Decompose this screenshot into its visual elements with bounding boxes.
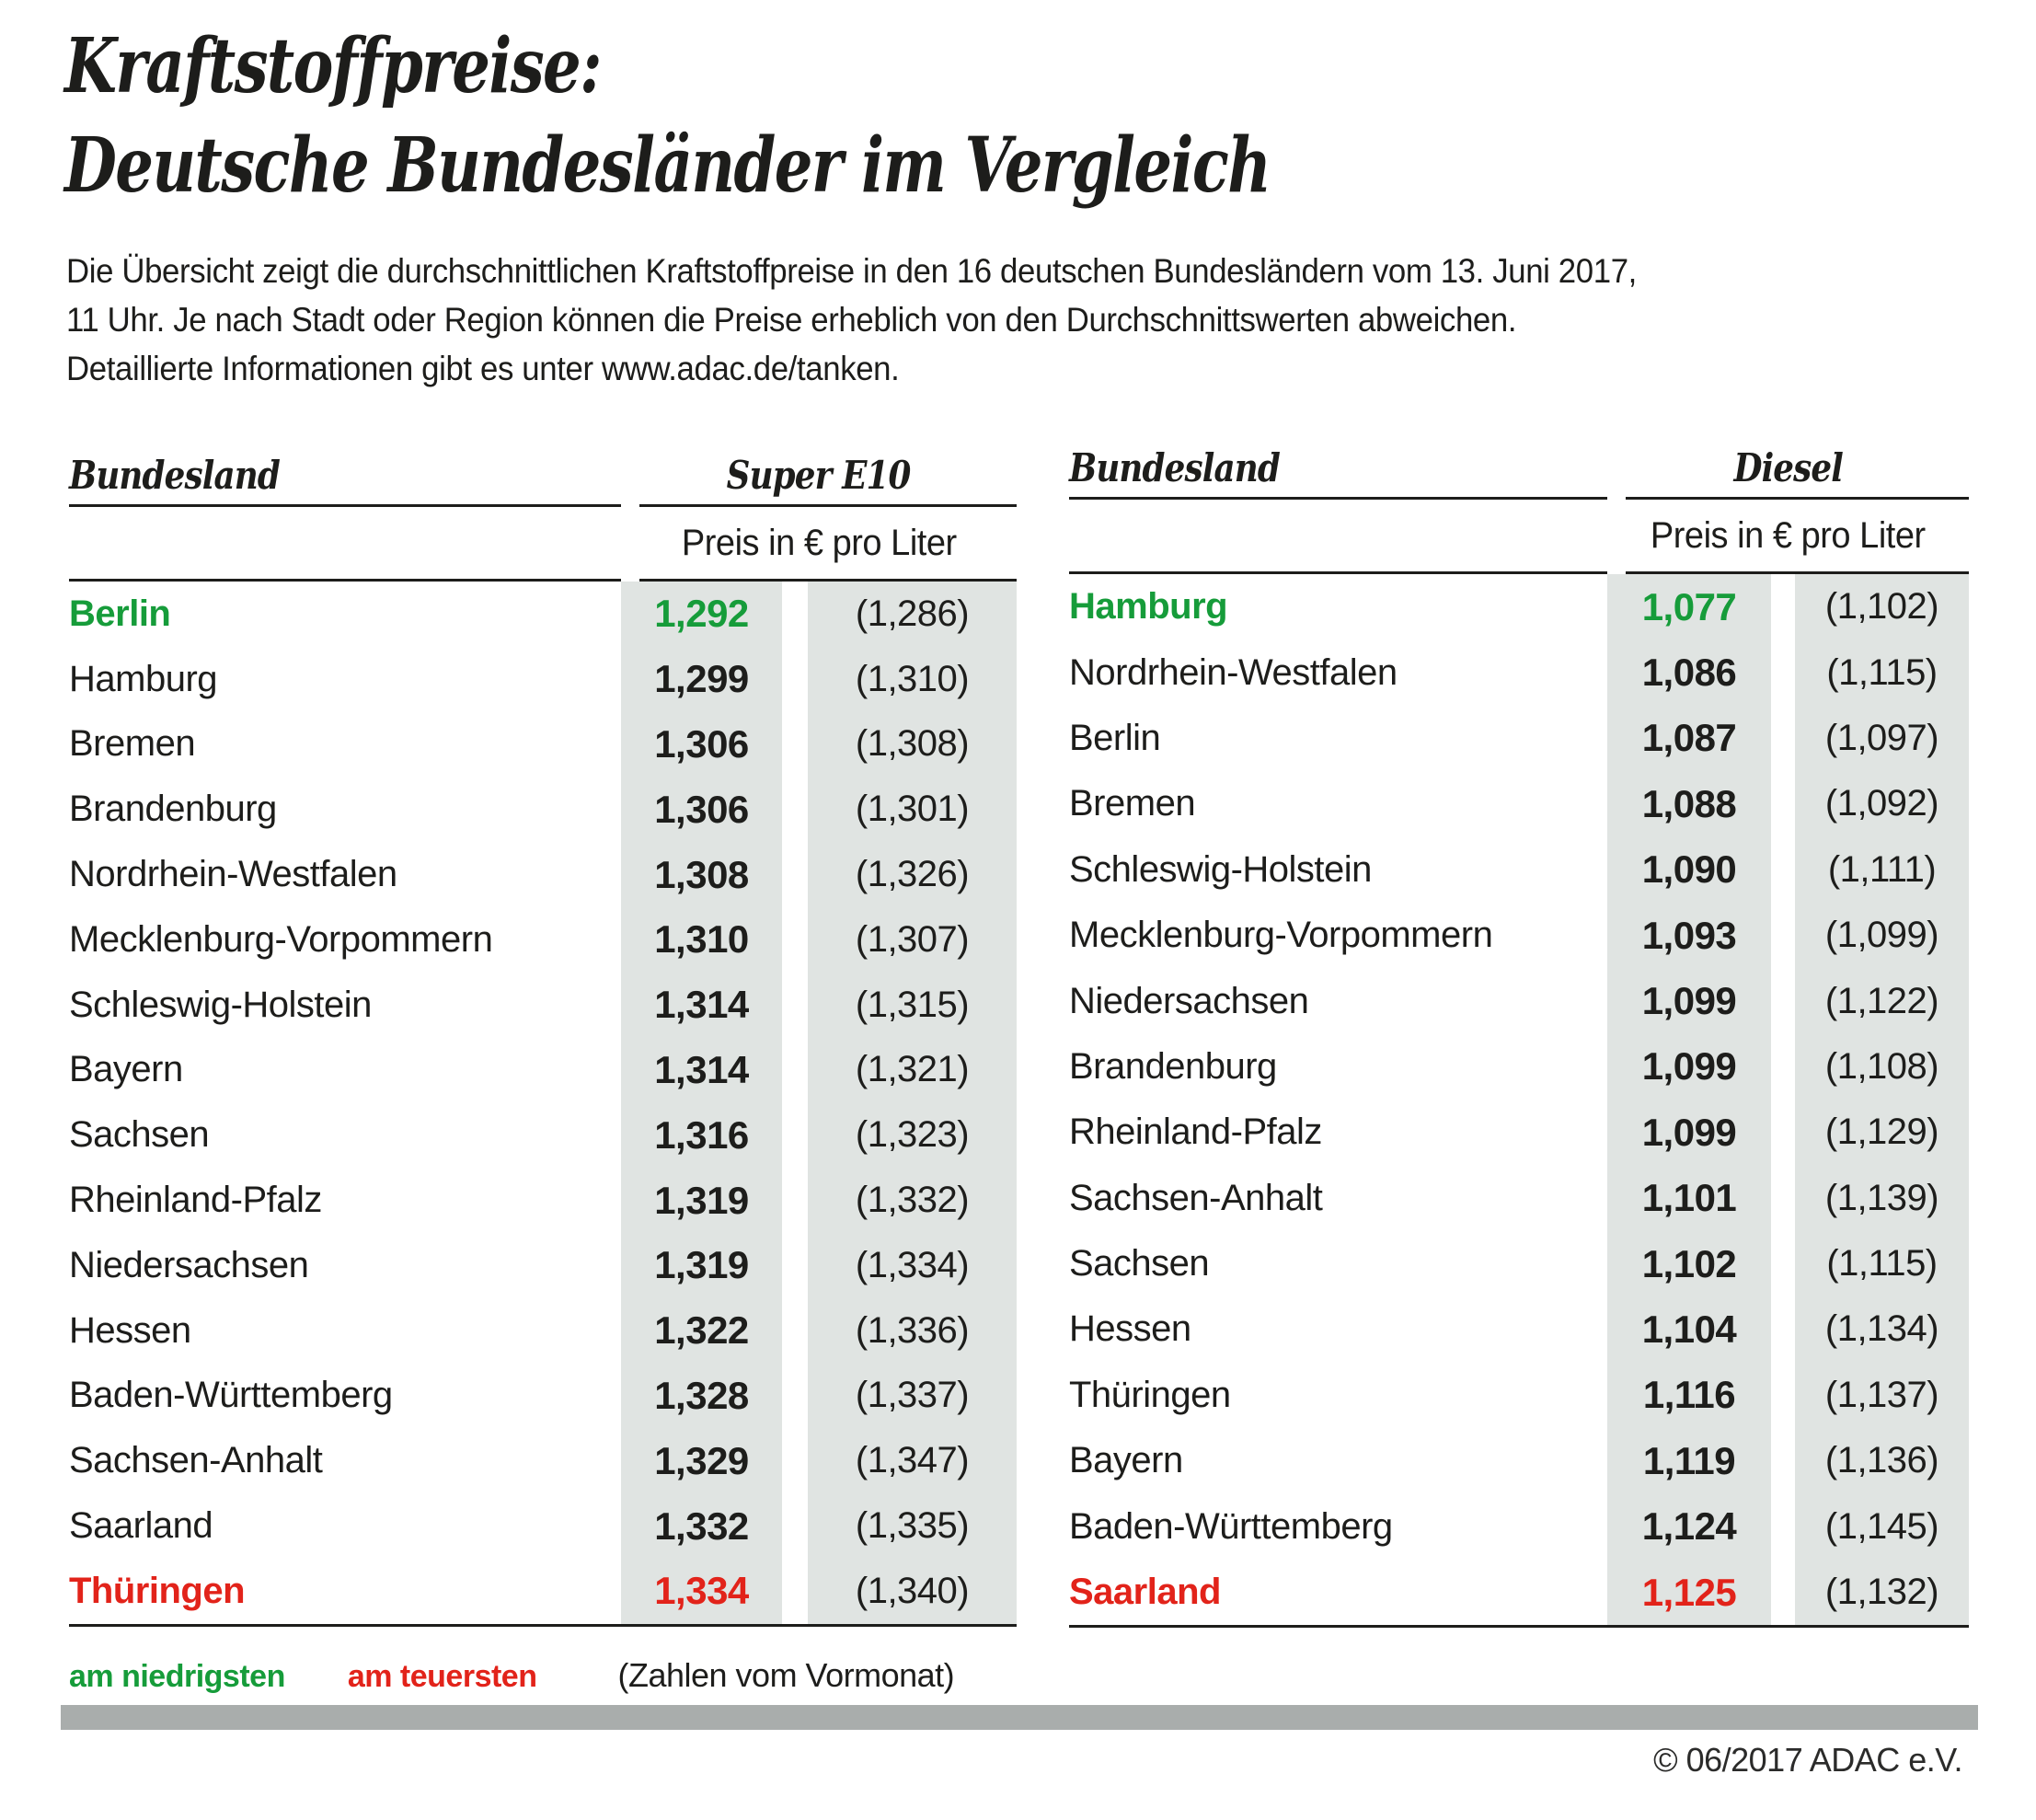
table-super-e10 <box>69 447 1017 1627</box>
column-gap <box>782 1102 808 1168</box>
table-row <box>1069 903 1969 968</box>
bundesland-name: Schleswig-Holstein <box>69 984 372 1025</box>
bundesland-name: Sachsen-Anhalt <box>1069 1177 1323 1218</box>
table-row <box>69 973 1017 1038</box>
current-price-value: 1,319 <box>621 1168 782 1233</box>
bundesland-name: Bayern <box>69 1049 183 1090</box>
table-row <box>69 1233 1017 1298</box>
price-unit-label: Preis in € pro Liter <box>1651 514 1926 556</box>
column-gap <box>1771 574 1795 639</box>
current-price-value: 1,102 <box>1607 1231 1771 1296</box>
table-row <box>69 1559 1017 1624</box>
current-price-value: 1,099 <box>1607 1100 1771 1165</box>
column-gap <box>1771 1100 1795 1165</box>
column-gap <box>1771 837 1795 903</box>
previous-month-price-value: (1,132) <box>1795 1560 1969 1625</box>
column-gap <box>782 777 808 842</box>
table-row <box>1069 1493 1969 1559</box>
previous-month-price-value: (1,347) <box>808 1428 1017 1493</box>
bundesland-name: Thüringen <box>1069 1374 1231 1415</box>
bundesland-name: Hessen <box>1069 1308 1191 1350</box>
previous-month-price-value: (1,102) <box>1795 574 1969 639</box>
bundesland-name: Nordrhein-Westfalen <box>1069 651 1398 693</box>
previous-month-price-value: (1,122) <box>1795 968 1969 1033</box>
price-unit-label: Preis in € pro Liter <box>681 522 957 563</box>
current-price-value: 1,116 <box>1607 1363 1771 1428</box>
column-gap <box>782 1428 808 1493</box>
table-row <box>1069 1100 1969 1165</box>
table-row <box>69 1493 1017 1559</box>
previous-month-price-value: (1,097) <box>1795 706 1969 771</box>
current-price-value: 1,319 <box>621 1233 782 1298</box>
price-tables <box>69 447 1969 1628</box>
previous-month-price-value: (1,335) <box>808 1493 1017 1559</box>
previous-month-price-value: (1,334) <box>808 1233 1017 1298</box>
previous-month-price-value: (1,286) <box>808 582 1017 647</box>
previous-month-price-value: (1,326) <box>808 842 1017 907</box>
previous-month-price-value: (1,137) <box>1795 1363 1969 1428</box>
previous-month-price-value: (1,301) <box>808 777 1017 842</box>
bundesland-name: Bremen <box>1069 783 1196 824</box>
previous-month-price-value: (1,145) <box>1795 1493 1969 1559</box>
current-price-value: 1,086 <box>1607 639 1771 705</box>
table-body-super-e10 <box>69 582 1017 1624</box>
previous-month-price-value: (1,134) <box>1795 1296 1969 1362</box>
divider <box>69 579 1017 582</box>
column-gap <box>1771 1428 1795 1493</box>
current-price-value: 1,088 <box>1607 771 1771 836</box>
previous-month-price-value: (1,115) <box>1795 639 1969 705</box>
previous-month-price-value: (1,092) <box>1795 771 1969 836</box>
current-price-value: 1,099 <box>1607 1034 1771 1100</box>
legend-highest-label: am teuersten <box>347 1659 537 1694</box>
footer-bar <box>61 1705 1978 1730</box>
column-gap <box>1771 771 1795 836</box>
bundesland-column-header: Bundesland <box>69 453 280 498</box>
column-gap <box>1771 639 1795 705</box>
table-row <box>1069 574 1969 639</box>
bundesland-name: Sachsen <box>1069 1243 1210 1284</box>
column-gap <box>1771 1493 1795 1559</box>
column-gap <box>1771 968 1795 1033</box>
table-row <box>69 842 1017 907</box>
previous-month-price-value: (1,139) <box>1795 1166 1969 1231</box>
bundesland-name: Rheinland-Pfalz <box>69 1180 322 1221</box>
column-gap <box>1771 1231 1795 1296</box>
current-price-value: 1,099 <box>1607 968 1771 1033</box>
bundesland-name: Bremen <box>69 723 196 765</box>
title-line-1: Kraftstoffpreise: <box>64 22 601 110</box>
current-price-value: 1,292 <box>621 582 782 647</box>
table-row <box>1069 1231 1969 1296</box>
current-price-value: 1,306 <box>621 777 782 842</box>
table-row <box>69 777 1017 842</box>
column-gap <box>782 1493 808 1559</box>
column-gap <box>1771 706 1795 771</box>
bundesland-name: Mecklenburg-Vorpommern <box>1069 915 1493 956</box>
bundesland-name: Niedersachsen <box>1069 980 1309 1021</box>
column-gap <box>1771 903 1795 968</box>
column-gap <box>782 1038 808 1103</box>
intro-line: Die Übersicht zeigt die durchschnittlichen Kraftstoffpreise in den 16 deutschen Bundesländern vom 13. Juni 2017, <box>66 252 1637 290</box>
table-header-diesel <box>1069 447 1969 497</box>
table-row <box>69 1298 1017 1364</box>
table-row <box>69 1168 1017 1233</box>
table-header-super-e10 <box>69 455 1017 504</box>
divider <box>69 1624 1017 1627</box>
divider <box>1069 571 1969 574</box>
previous-month-price-value: (1,099) <box>1795 903 1969 968</box>
intro-line: Detaillierte Informationen gibt es unter www.adac.de/tanken. <box>66 350 900 387</box>
column-gap <box>1771 1296 1795 1362</box>
column-gap <box>782 1559 808 1624</box>
table-row <box>1069 968 1969 1033</box>
current-price-value: 1,306 <box>621 712 782 778</box>
title-line-2: Deutsche Bundesländer im Vergleich <box>64 121 1271 210</box>
previous-month-price-value: (1,321) <box>808 1038 1017 1103</box>
current-price-value: 1,316 <box>621 1102 782 1168</box>
bundesland-name: Berlin <box>1069 717 1161 758</box>
bundesland-name: Niedersachsen <box>69 1244 309 1285</box>
page-title <box>64 17 1571 215</box>
previous-month-price-value: (1,108) <box>1795 1034 1969 1100</box>
fuel-type-header-diesel: Diesel <box>1733 445 1843 490</box>
intro-line: 11 Uhr. Je nach Stadt oder Region können die Preise erheblich von den Durchschnittswerten abweichen. <box>66 301 1517 339</box>
table-row <box>1069 1560 1969 1625</box>
current-price-value: 1,077 <box>1607 574 1771 639</box>
current-price-value: 1,093 <box>1607 903 1771 968</box>
previous-month-price-value: (1,136) <box>1795 1428 1969 1493</box>
table-row <box>69 712 1017 778</box>
table-row <box>1069 639 1969 705</box>
column-gap <box>782 1298 808 1364</box>
current-price-value: 1,308 <box>621 842 782 907</box>
column-gap <box>1771 1034 1795 1100</box>
bundesland-name: Saarland <box>1069 1572 1221 1613</box>
previous-month-price-value: (1,115) <box>1795 1231 1969 1296</box>
column-gap <box>1771 1363 1795 1428</box>
column-gap <box>782 1168 808 1233</box>
bundesland-name: Brandenburg <box>69 789 277 830</box>
bundesland-name: Hessen <box>69 1309 191 1351</box>
fuel-type-header-super-e10: Super E10 <box>727 453 911 498</box>
column-gap <box>782 712 808 778</box>
bundesland-name: Berlin <box>69 593 171 634</box>
table-row <box>1069 771 1969 836</box>
table-row <box>69 1364 1017 1429</box>
bundesland-name: Thüringen <box>69 1570 246 1611</box>
bundesland-name: Hamburg <box>1069 586 1228 628</box>
legend <box>69 1656 954 1695</box>
table-diesel <box>1069 447 1969 1628</box>
table-row <box>1069 1166 1969 1231</box>
table-body-diesel <box>1069 574 1969 1625</box>
previous-month-price-value: (1,111) <box>1795 837 1969 903</box>
previous-month-price-value: (1,315) <box>808 973 1017 1038</box>
column-gap <box>782 907 808 973</box>
current-price-value: 1,334 <box>621 1559 782 1624</box>
current-price-value: 1,125 <box>1607 1560 1771 1625</box>
divider <box>69 504 1017 507</box>
previous-month-price-value: (1,337) <box>808 1364 1017 1429</box>
table-row <box>69 582 1017 647</box>
table-row <box>69 1038 1017 1103</box>
column-gap <box>782 973 808 1038</box>
table-row <box>69 647 1017 712</box>
previous-month-price-value: (1,308) <box>808 712 1017 778</box>
previous-month-price-value: (1,307) <box>808 907 1017 973</box>
bundesland-name: Mecklenburg-Vorpommern <box>69 918 493 960</box>
legend-lowest-label: am niedrigsten <box>69 1659 285 1694</box>
previous-month-price-value: (1,129) <box>1795 1100 1969 1165</box>
table-row <box>69 907 1017 973</box>
current-price-value: 1,104 <box>1607 1296 1771 1362</box>
legend-previous-month-note: (Zahlen vom Vormonat) <box>617 1656 955 1694</box>
current-price-value: 1,314 <box>621 973 782 1038</box>
price-unit-row <box>69 507 1017 579</box>
divider <box>1069 1625 1969 1628</box>
bundesland-name: Baden-Württemberg <box>69 1375 393 1416</box>
table-row <box>1069 1363 1969 1428</box>
current-price-value: 1,332 <box>621 1493 782 1559</box>
table-row <box>1069 706 1969 771</box>
current-price-value: 1,087 <box>1607 706 1771 771</box>
table-row <box>1069 1034 1969 1100</box>
current-price-value: 1,328 <box>621 1364 782 1429</box>
copyright-notice: © 06/2017 ADAC e.V. <box>1653 1741 1962 1779</box>
table-row <box>1069 1296 1969 1362</box>
bundesland-name: Baden-Württemberg <box>1069 1505 1393 1547</box>
current-price-value: 1,101 <box>1607 1166 1771 1231</box>
bundesland-name: Rheinland-Pfalz <box>1069 1112 1322 1153</box>
bundesland-name: Nordrhein-Westfalen <box>69 854 397 895</box>
current-price-value: 1,299 <box>621 647 782 712</box>
bundesland-name: Brandenburg <box>1069 1045 1277 1087</box>
bundesland-name: Hamburg <box>69 658 218 699</box>
bundesland-name: Sachsen-Anhalt <box>69 1440 323 1481</box>
current-price-value: 1,119 <box>1607 1428 1771 1493</box>
table-row <box>69 1102 1017 1168</box>
previous-month-price-value: (1,336) <box>808 1298 1017 1364</box>
column-gap <box>782 647 808 712</box>
current-price-value: 1,124 <box>1607 1493 1771 1559</box>
previous-month-price-value: (1,310) <box>808 647 1017 712</box>
bundesland-name: Saarland <box>69 1505 213 1547</box>
column-gap <box>782 582 808 647</box>
bundesland-name: Schleswig-Holstein <box>1069 848 1372 890</box>
table-row <box>1069 837 1969 903</box>
column-gap <box>782 842 808 907</box>
bundesland-column-header: Bundesland <box>1069 445 1280 490</box>
bundesland-name: Bayern <box>1069 1440 1183 1481</box>
current-price-value: 1,090 <box>1607 837 1771 903</box>
current-price-value: 1,329 <box>621 1428 782 1493</box>
current-price-value: 1,310 <box>621 907 782 973</box>
previous-month-price-value: (1,332) <box>808 1168 1017 1233</box>
divider <box>1069 497 1969 500</box>
column-gap <box>782 1364 808 1429</box>
current-price-value: 1,322 <box>621 1298 782 1364</box>
table-row <box>1069 1428 1969 1493</box>
price-unit-row <box>1069 500 1969 571</box>
previous-month-price-value: (1,323) <box>808 1102 1017 1168</box>
current-price-value: 1,314 <box>621 1038 782 1103</box>
bundesland-name: Sachsen <box>69 1114 210 1156</box>
intro-text <box>66 247 1737 393</box>
column-gap <box>1771 1166 1795 1231</box>
column-gap <box>782 1233 808 1298</box>
table-row <box>69 1428 1017 1493</box>
column-gap <box>1771 1560 1795 1625</box>
previous-month-price-value: (1,340) <box>808 1559 1017 1624</box>
